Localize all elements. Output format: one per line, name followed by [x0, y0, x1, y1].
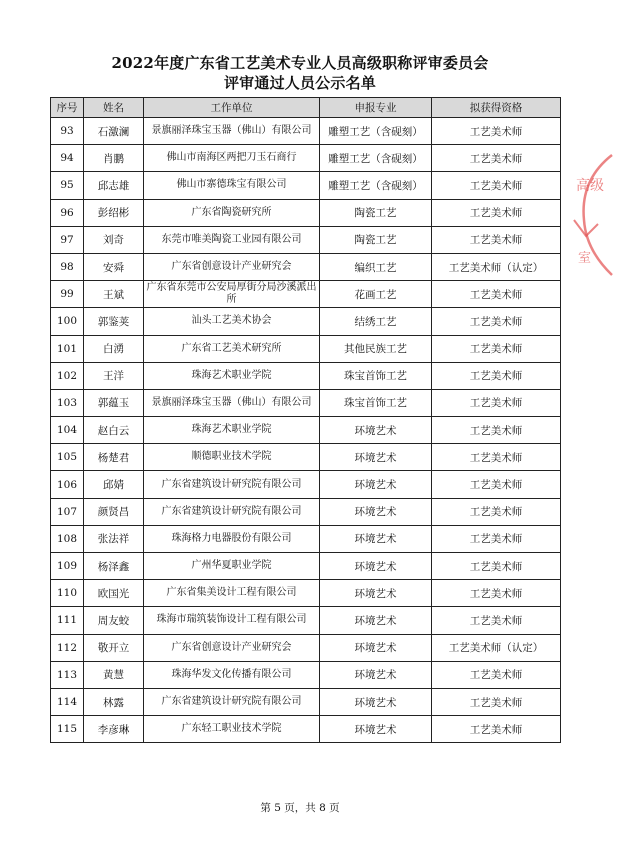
row-major: 环境艺术 [320, 417, 432, 444]
table-row [51, 580, 561, 607]
row-major: 环境艺术 [320, 607, 432, 634]
table-row [51, 362, 561, 389]
row-name: 敬开立 [84, 634, 144, 661]
row-organization: 珠海格力电器股份有限公司 [144, 525, 320, 552]
row-organization: 景旗丽泽珠宝玉器（佛山）有限公司 [144, 118, 320, 145]
row-name: 赵白云 [84, 417, 144, 444]
row-qualification: 工艺美术师 [432, 172, 561, 199]
row-major: 陶瓷工艺 [320, 226, 432, 253]
row-organization: 广东省建筑设计研究院有限公司 [144, 498, 320, 525]
row-name: 杨楚君 [84, 444, 144, 471]
row-number: 111 [51, 607, 84, 634]
row-qualification: 工艺美术师（认定） [432, 253, 561, 280]
document-title: 2022年度广东省工艺美术专业人员高级职称评审委员会 [111, 54, 489, 72]
row-organization: 汕头工艺美术协会 [144, 308, 320, 335]
table-row [51, 199, 561, 226]
row-number: 112 [51, 634, 84, 661]
table-row [51, 253, 561, 280]
row-number: 107 [51, 498, 84, 525]
row-qualification: 工艺美术师 [432, 335, 561, 362]
table-header-row [51, 98, 561, 118]
row-qualification: 工艺美术师 [432, 580, 561, 607]
table-row [51, 145, 561, 172]
row-number: 114 [51, 688, 84, 715]
row-major: 环境艺术 [320, 525, 432, 552]
table-row [51, 281, 561, 308]
row-qualification: 工艺美术师 [432, 281, 561, 308]
row-organization: 广东省东莞市公安局厚街分局沙溪派出所 [144, 281, 320, 308]
row-major: 珠宝首饰工艺 [320, 389, 432, 416]
row-organization: 广东省建筑设计研究院有限公司 [144, 688, 320, 715]
row-name: 颜贤昌 [84, 498, 144, 525]
row-organization: 珠海市瑞筑装饰设计工程有限公司 [144, 607, 320, 634]
row-name: 邱志雄 [84, 172, 144, 199]
row-name: 安舜 [84, 253, 144, 280]
row-name: 王洋 [84, 362, 144, 389]
row-organization: 佛山市寨德珠宝有限公司 [144, 172, 320, 199]
row-organization: 珠海华发文化传播有限公司 [144, 661, 320, 688]
table-row [51, 226, 561, 253]
row-number: 102 [51, 362, 84, 389]
row-qualification: 工艺美术师 [432, 308, 561, 335]
header-name: 姓名 [84, 98, 144, 118]
table-row [51, 688, 561, 715]
row-number: 98 [51, 253, 84, 280]
row-name: 王斌 [84, 281, 144, 308]
row-number: 101 [51, 335, 84, 362]
row-qualification: 工艺美术师 [432, 471, 561, 498]
row-name: 杨泽鑫 [84, 553, 144, 580]
row-major: 其他民族工艺 [320, 335, 432, 362]
row-organization: 广东轻工职业技术学院 [144, 716, 320, 743]
row-organization: 广东省工艺美术研究所 [144, 335, 320, 362]
row-organization: 广东省创意设计产业研究会 [144, 634, 320, 661]
row-number: 99 [51, 281, 84, 308]
header-organization: 工作单位 [144, 98, 320, 118]
row-organization: 广州华夏职业学院 [144, 553, 320, 580]
row-name: 周友蛟 [84, 607, 144, 634]
row-major: 环境艺术 [320, 553, 432, 580]
row-name: 李彦琳 [84, 716, 144, 743]
row-organization: 广东省创意设计产业研究会 [144, 253, 320, 280]
row-number: 115 [51, 716, 84, 743]
roster-table [50, 97, 561, 743]
row-name: 郭蕴玉 [84, 389, 144, 416]
row-major: 雕塑工艺（含砚刻） [320, 172, 432, 199]
official-stamp [572, 150, 632, 280]
row-qualification: 工艺美术师 [432, 444, 561, 471]
row-number: 94 [51, 145, 84, 172]
table-row [51, 308, 561, 335]
row-major: 结绣工艺 [320, 308, 432, 335]
row-number: 113 [51, 661, 84, 688]
row-number: 104 [51, 417, 84, 444]
row-name: 郭鉴荚 [84, 308, 144, 335]
row-number: 97 [51, 226, 84, 253]
table-row [51, 498, 561, 525]
table-row [51, 118, 561, 145]
row-name: 肖鹏 [84, 145, 144, 172]
row-number: 109 [51, 553, 84, 580]
row-qualification: 工艺美术师 [432, 226, 561, 253]
row-name: 白湧 [84, 335, 144, 362]
row-name: 石激澜 [84, 118, 144, 145]
stamp-text-a: 高级 [576, 178, 604, 194]
table-row [51, 335, 561, 362]
row-qualification: 工艺美术师 [432, 498, 561, 525]
row-major: 环境艺术 [320, 716, 432, 743]
row-major: 环境艺术 [320, 498, 432, 525]
row-number: 105 [51, 444, 84, 471]
row-organization: 广东省建筑设计研究院有限公司 [144, 471, 320, 498]
page-footer: 第 5 页，共 8 页 [260, 802, 340, 814]
row-qualification: 工艺美术师 [432, 553, 561, 580]
row-major: 环境艺术 [320, 634, 432, 661]
row-name: 刘奇 [84, 226, 144, 253]
row-major: 雕塑工艺（含砚刻） [320, 145, 432, 172]
table-row [51, 634, 561, 661]
row-number: 103 [51, 389, 84, 416]
row-number: 106 [51, 471, 84, 498]
row-number: 108 [51, 525, 84, 552]
row-major: 花画工艺 [320, 281, 432, 308]
header-number: 序号 [51, 98, 84, 118]
row-qualification: 工艺美术师 [432, 199, 561, 226]
row-organization: 顺德职业技术学院 [144, 444, 320, 471]
row-qualification: 工艺美术师 [432, 389, 561, 416]
table-row [51, 525, 561, 552]
row-major: 环境艺术 [320, 580, 432, 607]
table-row [51, 607, 561, 634]
row-name: 欧国光 [84, 580, 144, 607]
row-name: 林露 [84, 688, 144, 715]
table-row [51, 389, 561, 416]
header-major: 申报专业 [320, 98, 432, 118]
row-organization: 珠海艺术职业学院 [144, 362, 320, 389]
row-organization: 广东省集美设计工程有限公司 [144, 580, 320, 607]
row-qualification: 工艺美术师 [432, 525, 561, 552]
table-body [51, 118, 561, 743]
row-qualification: 工艺美术师 [432, 417, 561, 444]
row-major: 环境艺术 [320, 688, 432, 715]
row-qualification: 工艺美术师 [432, 362, 561, 389]
row-major: 陶瓷工艺 [320, 199, 432, 226]
row-qualification: 工艺美术师 [432, 607, 561, 634]
stamp-text-b: 室 [578, 251, 592, 266]
row-major: 珠宝首饰工艺 [320, 362, 432, 389]
row-major: 编织工艺 [320, 253, 432, 280]
row-organization: 广东省陶瓷研究所 [144, 199, 320, 226]
row-name: 邱婧 [84, 471, 144, 498]
row-name: 张法祥 [84, 525, 144, 552]
row-qualification: 工艺美术师（认定） [432, 634, 561, 661]
table-row [51, 444, 561, 471]
row-name: 黄慧 [84, 661, 144, 688]
row-qualification: 工艺美术师 [432, 688, 561, 715]
row-major: 环境艺术 [320, 661, 432, 688]
table-row [51, 471, 561, 498]
row-organization: 佛山市南海区两把刀玉石商行 [144, 145, 320, 172]
row-qualification: 工艺美术师 [432, 145, 561, 172]
table-row [51, 716, 561, 743]
row-number: 96 [51, 199, 84, 226]
row-major: 环境艺术 [320, 444, 432, 471]
row-number: 110 [51, 580, 84, 607]
row-number: 95 [51, 172, 84, 199]
table-row [51, 553, 561, 580]
row-organization: 景旗丽泽珠宝玉器（佛山）有限公司 [144, 389, 320, 416]
header-qualification: 拟获得资格 [432, 98, 561, 118]
table-row [51, 172, 561, 199]
row-number: 100 [51, 308, 84, 335]
table-row [51, 417, 561, 444]
row-qualification: 工艺美术师 [432, 118, 561, 145]
row-name: 彭绍彬 [84, 199, 144, 226]
row-organization: 东莞市唯美陶瓷工业园有限公司 [144, 226, 320, 253]
row-number: 93 [51, 118, 84, 145]
row-qualification: 工艺美术师 [432, 716, 561, 743]
row-organization: 珠海艺术职业学院 [144, 417, 320, 444]
table-row [51, 661, 561, 688]
row-major: 环境艺术 [320, 471, 432, 498]
row-major: 雕塑工艺（含砚刻） [320, 118, 432, 145]
document-subtitle: 评审通过人员公示名单 [223, 74, 376, 92]
row-qualification: 工艺美术师 [432, 661, 561, 688]
